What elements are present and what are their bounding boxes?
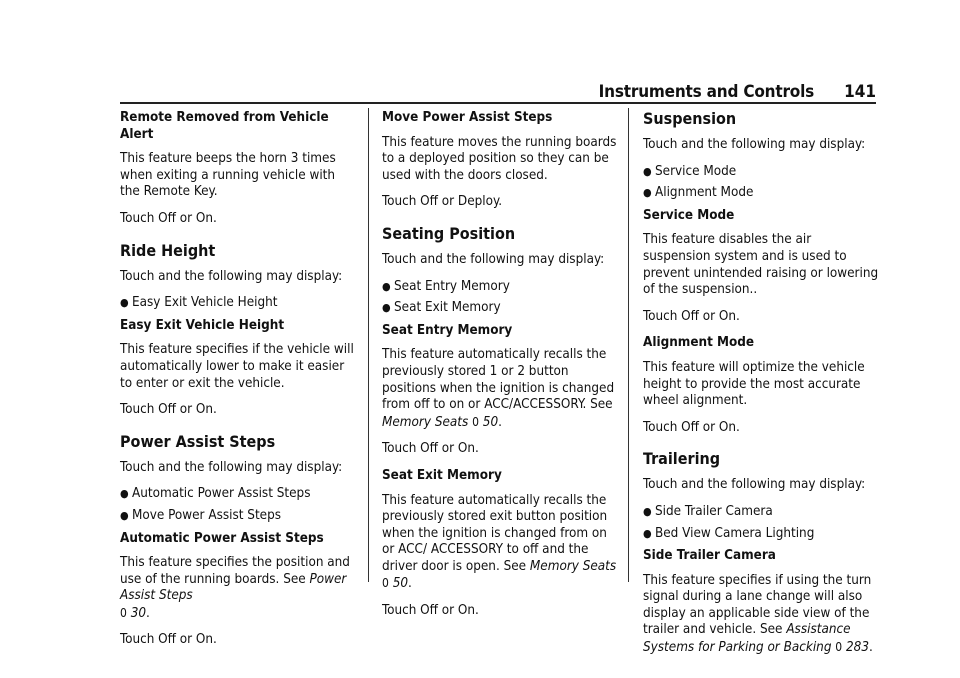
column-2	[382, 110, 620, 630]
column-divider	[628, 108, 629, 582]
section-heading: Seating Position	[382, 223, 516, 243]
cross-reference-link[interactable]: Assistance Systems for Parking or Backing	[643, 622, 851, 656]
paragraph: Touch Off or On.	[120, 632, 217, 648]
list-item: ● Move Power Assist Steps	[120, 507, 282, 523]
paragraph: This feature disables the air suspension system and is used to prevent unintended raising or lowering of the suspension..	[643, 232, 879, 298]
paragraph: Touch and the following may display:	[120, 459, 343, 475]
bullet-list	[120, 295, 358, 312]
paragraph: Touch Off or On.	[120, 210, 217, 226]
section-title: Instruments and Controls	[598, 82, 815, 102]
subheading: Seat Exit Memory	[382, 467, 502, 483]
paragraph: Touch and the following may display:	[643, 477, 866, 493]
subheading: Side Trailer Camera	[643, 548, 776, 564]
bullet-list	[120, 486, 358, 524]
page-ref-link[interactable]: 50	[392, 576, 409, 592]
list-item: ● Seat Exit Memory	[382, 300, 501, 316]
paragraph: Touch Off or On.	[643, 419, 740, 435]
cross-reference-link[interactable]: Memory Seats	[382, 414, 469, 430]
paragraph: Touch Off or Deploy.	[382, 194, 503, 210]
subheading: Alignment Mode	[643, 335, 755, 351]
bullet-icon: ●	[643, 526, 652, 540]
list-item: ● Side Trailer Camera	[643, 503, 773, 519]
paragraph: This feature automatically recalls the previously stored exit button position when the ignition is changed from on or ACC/ ACCESSORY to off and the driver door is open. See Memory Seats 0 50.	[382, 492, 617, 592]
paragraph: This feature specifies if using the turn signal during a lane change will also display an applicable side view of the trailer and vehicle. See Assistance Systems for Parking or Backing 0 283.	[643, 572, 873, 656]
page-ref-link[interactable]: 30	[130, 605, 147, 621]
section-heading: Ride Height	[120, 240, 216, 260]
list-item: ● Alignment Mode	[643, 185, 754, 201]
page-ref-link[interactable]: 50	[482, 414, 499, 430]
paragraph: This feature specifies the position and use of the running boards. See Power Assist Steps 0 30.	[120, 555, 350, 621]
bullet-icon: ●	[382, 301, 391, 315]
paragraph: Touch Off or On.	[120, 402, 217, 418]
section-heading: Power Assist Steps	[120, 431, 276, 451]
paragraph: This feature will optimize the vehicle height to provide the most accurate wheel alignment.	[643, 359, 865, 409]
paragraph: Touch Off or On.	[643, 308, 740, 324]
bullet-icon: ●	[643, 504, 652, 518]
paragraph: Touch and the following may display:	[120, 268, 343, 284]
paragraph: Touch Off or On.	[382, 603, 479, 619]
bullet-icon: ●	[643, 164, 652, 178]
subheading: Remote Removed from Vehicle Alert	[120, 110, 329, 142]
bullet-list	[382, 279, 620, 317]
column-1	[120, 110, 358, 659]
page-ref-icon: 0	[120, 605, 127, 620]
cross-reference-link[interactable]: Power Assist Steps	[120, 571, 347, 604]
section-heading: Suspension	[643, 109, 737, 128]
paragraph: This feature specifies if the vehicle will automatically lower to make it easier to enter or exit the vehicle.	[120, 342, 354, 391]
paragraph: Touch Off or On.	[382, 441, 479, 457]
bullet-icon: ●	[120, 487, 129, 501]
bullet-icon: ●	[643, 186, 652, 200]
paragraph: Touch and the following may display:	[643, 137, 866, 152]
cross-reference-link[interactable]: Memory Seats	[529, 558, 617, 574]
bullet-icon: ●	[120, 508, 129, 522]
list-item: ● Easy Exit Vehicle Height	[120, 295, 278, 311]
subheading: Service Mode	[643, 207, 735, 223]
paragraph: This feature beeps the horn 3 times when exiting a running vehicle with the Remote Key.	[120, 151, 336, 200]
subheading: Easy Exit Vehicle Height	[120, 317, 285, 333]
paragraph: This feature moves the running boards to a deployed position so they can be used with the doors closed.	[382, 134, 617, 183]
paragraph: This feature automatically recalls the previously stored 1 or 2 button positions when the ignition is changed from off to on or ACC/ACCESSORY. See Memory Seats 0 50.	[382, 347, 615, 430]
bullet-list	[643, 164, 881, 202]
page-ref-icon: 0	[472, 414, 479, 429]
list-item: ● Service Mode	[643, 163, 737, 179]
bullet-icon: ●	[382, 279, 391, 293]
list-item: ● Seat Entry Memory	[382, 278, 510, 294]
column-3	[643, 110, 881, 667]
header-rule	[120, 102, 876, 104]
bullet-icon: ●	[120, 296, 129, 310]
page-ref-icon: 0	[835, 640, 843, 655]
section-heading: Trailering	[643, 449, 721, 469]
bullet-list	[643, 504, 881, 542]
list-item: ● Bed View Camera Lighting	[643, 525, 815, 541]
list-item: ● Automatic Power Assist Steps	[120, 486, 311, 502]
subheading: Seat Entry Memory	[382, 322, 513, 338]
column-divider	[368, 108, 369, 582]
page-number: 141	[844, 82, 876, 102]
subheading: Automatic Power Assist Steps	[120, 530, 324, 546]
paragraph: Touch and the following may display:	[382, 251, 605, 267]
page-header	[0, 82, 876, 102]
page-ref-link[interactable]: 283	[846, 640, 869, 656]
subheading: Move Power Assist Steps	[382, 110, 553, 125]
page-ref-icon: 0	[382, 576, 389, 591]
